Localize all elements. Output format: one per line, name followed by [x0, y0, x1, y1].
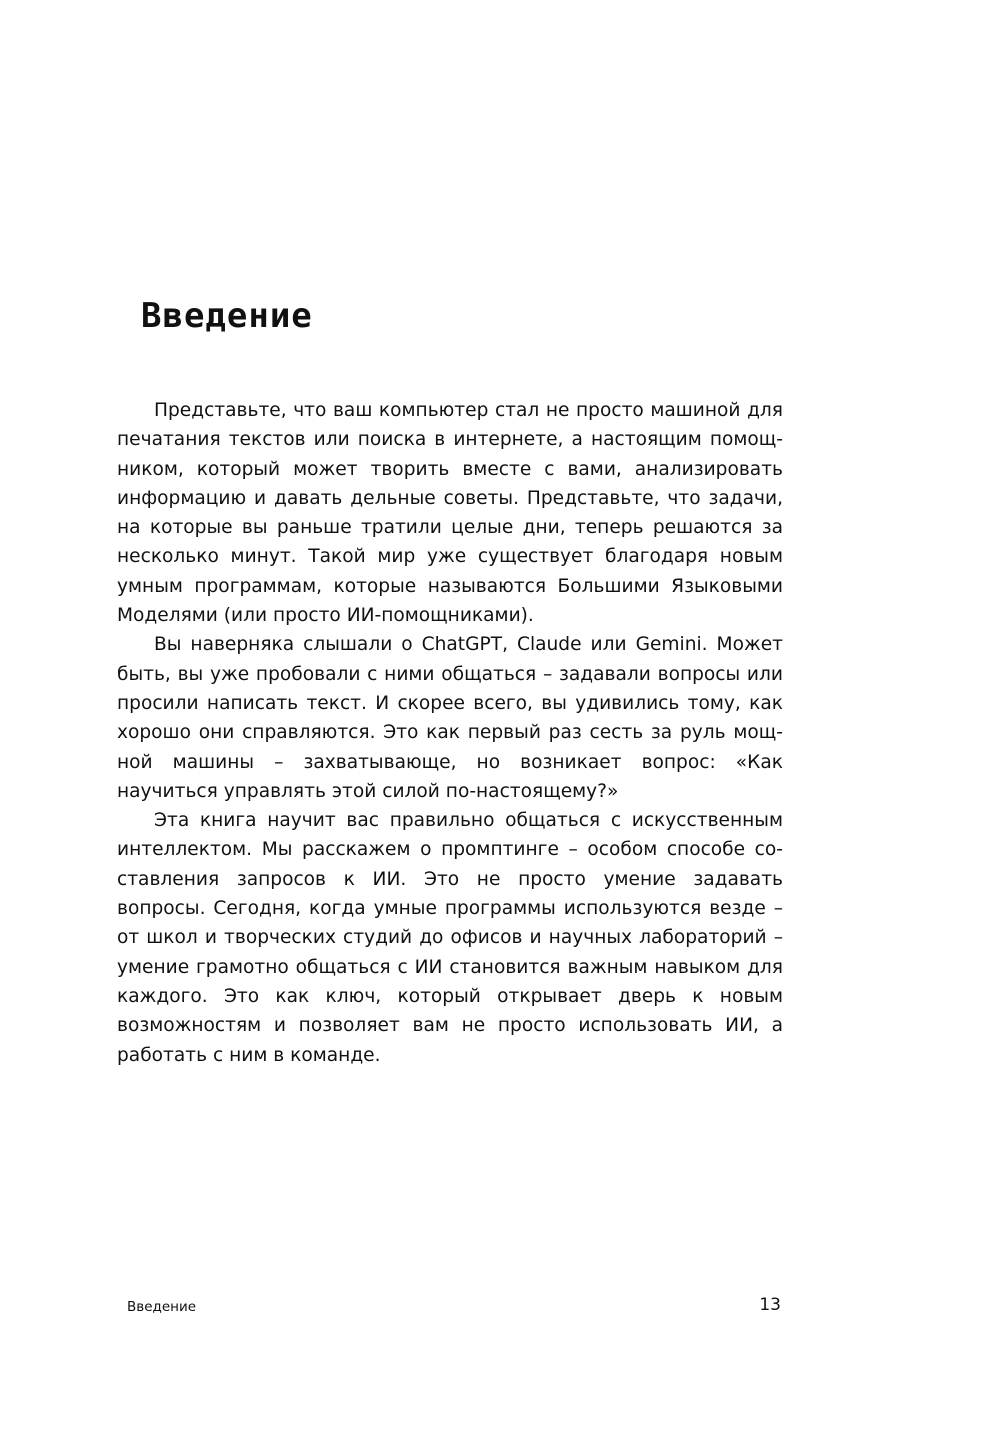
paragraph-3: Эта книга научит вас правильно общаться с искусственным интеллектом. Мы расскажем о промптинге – особом способе составления запросов к ИИ. Это не просто умение задавать вопросы. Сегодня, когда умные программы используются везде – от школ и творческих студий до офисов и научных лабораторий – умение грамотно общаться с ИИ становится важным навыком для каждого. Это как ключ, который открывает дверь к новым возможностям и позволяет вам не просто использовать ИИ, а работать с ним в команде.: [117, 810, 783, 1066]
body-text: [117, 396, 783, 1070]
chapter-title: Введение: [141, 296, 313, 336]
footer-running-title: Введение: [127, 1299, 197, 1315]
paragraph-1: Представьте, что ваш компьютер стал не просто машиной для печатания текстов или поиска в интернете, а настоящим помощником, который может творить вместе с вами, анализировать информацию и давать дельные советы. Представьте, что задачи, на которые вы раньше тратили целые дни, теперь решаются за несколько минут. Такой мир уже существует благодаря новым умным программам, которые называются Большими Языковыми Моделями (или просто ИИ-помощниками).: [117, 400, 783, 627]
page-number: 13: [759, 1295, 781, 1315]
paragraph-2: Вы наверняка слышали о ChatGPT, Claude или Gemini. Может быть, вы уже пробовали с ними общаться – задавали вопросы или просили написать текст. И скорее всего, вы удивились тому, как хорошо они справляются. Это как первый раз сесть за руль мощной машины – захватывающе, но возникает вопрос: «Как научиться управлять этой силой по-настоящему?»: [117, 634, 783, 802]
